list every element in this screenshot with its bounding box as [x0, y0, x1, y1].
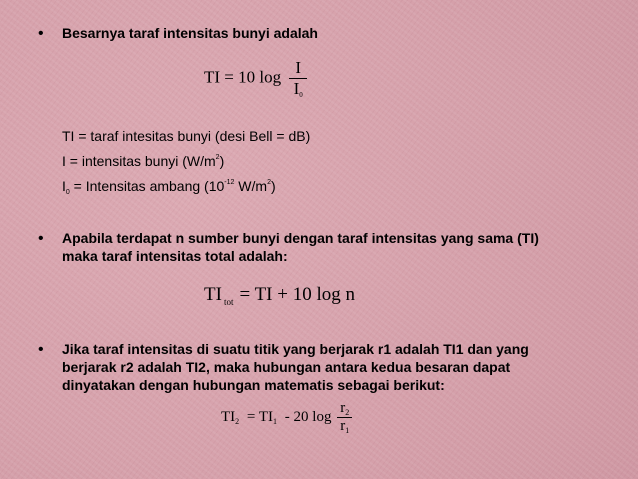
formula3-denominator	[337, 418, 352, 435]
formula-rhs: 10 log	[238, 67, 282, 87]
definition-i0-unit: W/m	[234, 178, 268, 194]
definition-i0	[62, 177, 276, 199]
definition-ti: TI = taraf intesitas bunyi (desi Bell = dB)	[62, 128, 311, 144]
definition-i0-unit-sup: 2	[267, 179, 271, 186]
formula-eq: =	[224, 67, 234, 87]
bullet-text-3: Jika taraf intensitas di suatu titik yang berjarak r1 adalah TI1 dan yang	[62, 341, 529, 357]
formula3-rhs: - 20 log	[284, 408, 332, 425]
definition-i-text: I = intensitas bunyi (W/m	[62, 153, 216, 169]
bullet-dot: •	[38, 230, 44, 247]
formula-ti-distance	[221, 400, 352, 435]
definition-i0-sub: 0	[65, 189, 70, 196]
formula3-den-symbol: r	[340, 418, 346, 434]
formula3-num-sub: 2	[345, 408, 350, 417]
formula2-rhs: = TI + 10 log n	[239, 284, 356, 305]
formula3-lhs: TI	[221, 408, 236, 425]
formula3-num-symbol: r	[340, 400, 346, 416]
definition-i0-symbol: I	[62, 178, 66, 194]
formula2-lhs-sub: tot	[223, 297, 234, 307]
formula3-mid-sub: 1	[273, 416, 278, 426]
formula3-eq: = TI	[246, 408, 274, 425]
formula3-fraction	[337, 400, 352, 435]
definition-i0-exp: -12	[224, 179, 235, 186]
formula2-lhs: TI	[204, 284, 222, 305]
definition-i	[62, 152, 224, 174]
denominator-subscript: 0	[299, 91, 303, 99]
bullet-dot: •	[38, 341, 44, 358]
definition-i0-text: = Intensitas ambang (10	[69, 178, 225, 194]
fraction-denominator	[289, 79, 307, 99]
bullet-text-1: Besarnya taraf intensitas bunyi adalah	[62, 25, 318, 41]
bullet-text-2: Apabila terdapat n sumber bunyi dengan taraf intensitas yang sama (TI)	[62, 230, 539, 246]
bullet-text-3-line3: dinyatakan dengan hubungan matematis sebagai berikut:	[62, 377, 445, 393]
definition-i0-close: )	[270, 178, 276, 194]
formula-lhs: TI	[204, 67, 221, 87]
formula-ti-total	[204, 284, 355, 306]
denominator-symbol: I	[293, 79, 300, 98]
bullet-text-2-line2: maka taraf intensitas total adalah:	[62, 248, 288, 264]
definition-i-close: )	[219, 153, 225, 169]
formula3-den-sub: 1	[345, 426, 350, 435]
formula-ti	[204, 58, 307, 99]
bullet-dot: •	[38, 25, 44, 42]
definition-i-sup: 2	[215, 154, 220, 161]
formula-fraction	[289, 58, 307, 99]
fraction-numerator: I	[289, 58, 307, 79]
formula3-lhs-sub: 2	[235, 416, 240, 426]
formula3-numerator	[337, 400, 352, 418]
bullet-text-3-line2: berjarak r2 adalah TI2, maka hubungan antara kedua besaran dapat	[62, 359, 511, 375]
